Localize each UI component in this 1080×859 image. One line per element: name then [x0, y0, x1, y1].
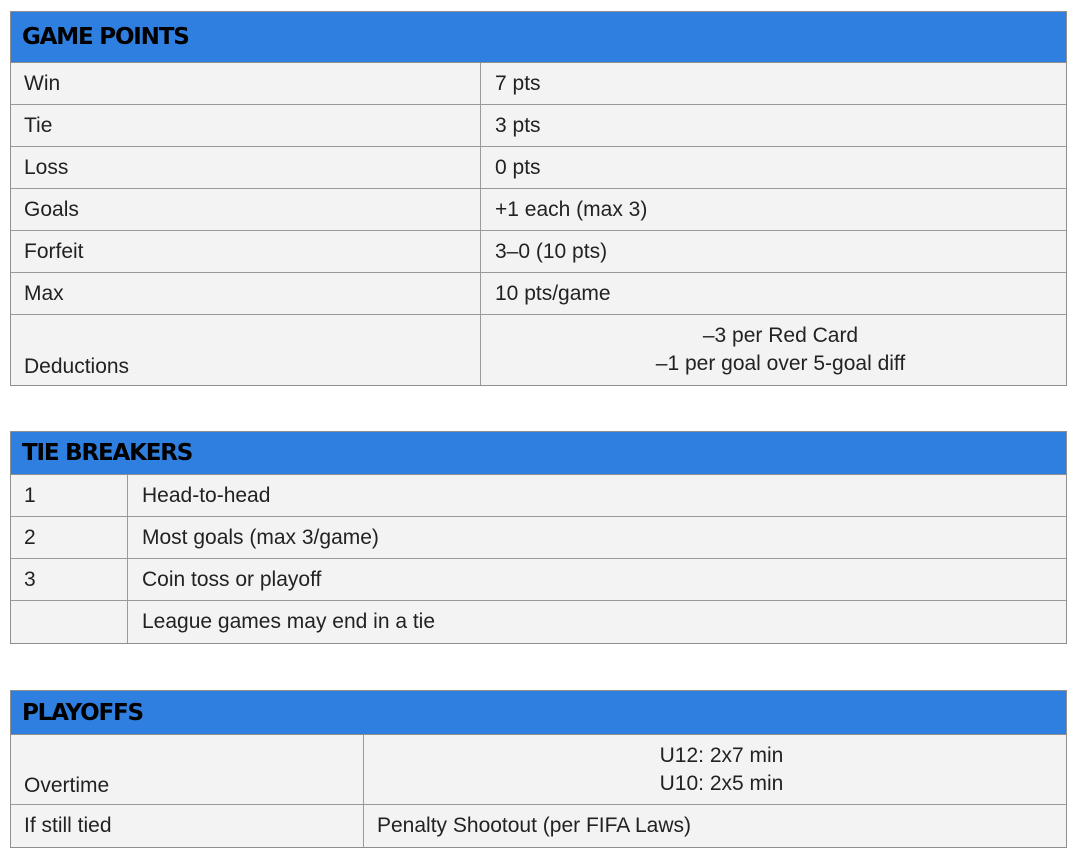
- row-value: 10 pts/game: [495, 281, 611, 305]
- row-label: Max: [11, 273, 481, 314]
- still-tied-value: Penalty Shootout (per FIFA Laws): [377, 814, 691, 837]
- game-points-header: GAME POINTS: [11, 12, 1066, 63]
- table-row-deductions: [11, 315, 1066, 385]
- table-row: [11, 559, 1066, 601]
- table-row: [11, 231, 1066, 273]
- deductions-line: –3 per Red Card: [702, 324, 859, 347]
- row-label: Win: [11, 63, 481, 104]
- rank-number: [11, 601, 128, 643]
- row-value: +1 each (max 3): [495, 197, 648, 221]
- table-row: [11, 105, 1066, 147]
- table-row: [11, 475, 1066, 517]
- rank-number: 3: [11, 559, 128, 600]
- rank-number: 1: [11, 475, 128, 516]
- rank-text: Most goals (max 3/game): [142, 525, 379, 549]
- rank-text: League games may end in a tie: [142, 610, 436, 633]
- deductions-value: [481, 315, 1066, 385]
- deductions-label: Deductions: [11, 315, 481, 385]
- table-row: [11, 63, 1066, 105]
- rank-number: 2: [11, 517, 128, 558]
- row-label: Forfeit: [11, 231, 481, 272]
- row-value: 3 pts: [495, 113, 541, 137]
- table-row-still-tied: [11, 805, 1066, 847]
- overtime-line: U12: 2x7 min: [659, 743, 784, 767]
- row-label: Goals: [11, 189, 481, 230]
- overtime-value: [364, 735, 1066, 804]
- still-tied-label: If still tied: [11, 805, 364, 847]
- game-points-table: [10, 11, 1067, 386]
- row-label: Tie: [11, 105, 481, 146]
- overtime-label: Overtime: [11, 735, 364, 804]
- table-row: [11, 189, 1066, 231]
- playoffs-table: [10, 690, 1067, 848]
- tie-breakers-header: TIE BREAKERS: [11, 432, 1066, 475]
- row-value: 0 pts: [495, 155, 541, 179]
- deductions-line: –1 per goal over 5-goal diff: [655, 352, 906, 375]
- table-row: [11, 517, 1066, 559]
- table-row-overtime: [11, 735, 1066, 805]
- row-value: 7 pts: [495, 71, 541, 95]
- rank-text: Head-to-head: [142, 483, 271, 507]
- tie-breakers-table: [10, 431, 1067, 644]
- playoffs-header: PLAYOFFS: [11, 691, 1066, 735]
- table-row: [11, 147, 1066, 189]
- row-value: 3–0 (10 pts): [495, 239, 608, 263]
- rank-text: Coin toss or playoff: [142, 567, 322, 591]
- overtime-line: U10: 2x5 min: [659, 771, 784, 795]
- row-label: Loss: [11, 147, 481, 188]
- table-row: [11, 601, 1066, 643]
- table-row: [11, 273, 1066, 315]
